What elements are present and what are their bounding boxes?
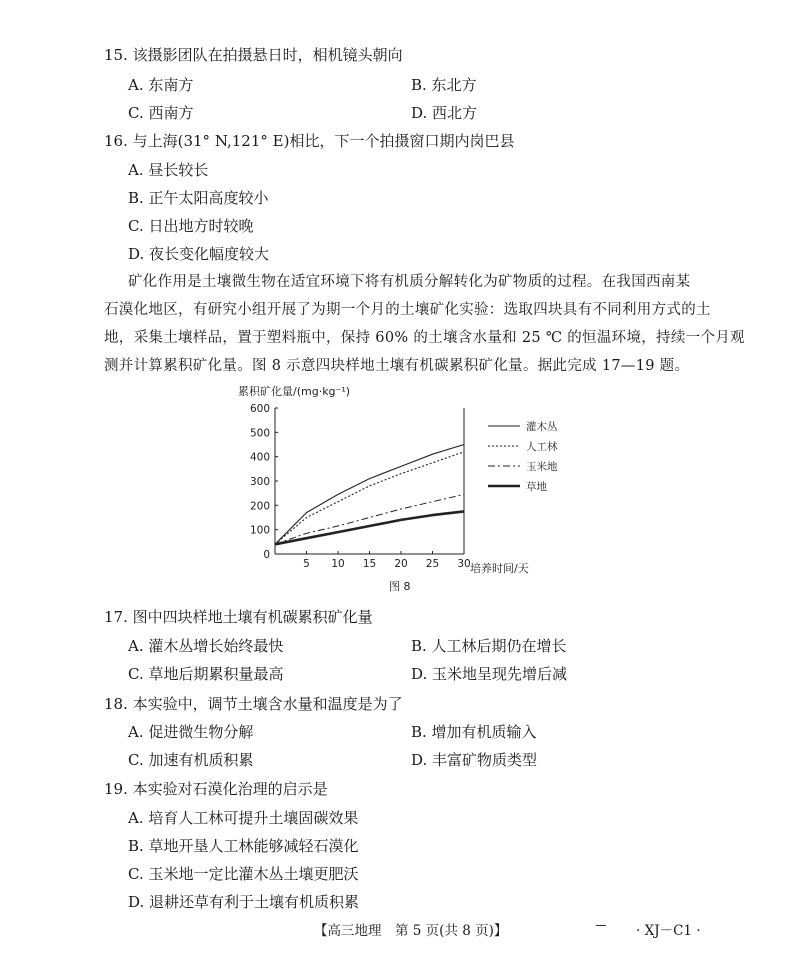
q15-option-c[interactable]: C. 西南方 (128, 104, 194, 122)
question-18-stem: 18. 本实验中，调节土壤含水量和温度是为了 (104, 695, 403, 713)
chart-legend (488, 420, 558, 493)
chart-legend-label-2: 人工林 (526, 441, 558, 453)
passage-line-4: 测并计算累积矿化量。图 8 示意四块样地土壤有机碳累积矿化量。据此完成 17—19 题。 (104, 358, 690, 374)
chart-ytick-label: 100 (249, 524, 270, 537)
chart-ytick-label: 600 (249, 403, 270, 415)
q15-option-a[interactable]: A. 东南方 (128, 76, 194, 94)
q16-option-c[interactable]: C. 日出地方时较晚 (128, 217, 254, 235)
chart-xtick-label: 15 (362, 558, 377, 570)
q19-option-a[interactable]: A. 培育人工林可提升土壤固碳效果 (128, 809, 359, 827)
q17-option-a[interactable]: A. 灌木丛增长始终最快 (128, 637, 284, 655)
figure-8-chart (230, 383, 570, 598)
chart-xtick-label: 25 (425, 558, 440, 570)
chart-xtick-label: 10 (331, 558, 345, 570)
chart-series-line-1 (275, 445, 464, 545)
chart-xtick-label: 5 (303, 558, 310, 570)
chart-legend-label-3: 玉米地 (526, 461, 558, 473)
question-15-stem: 15. 该摄影团队在拍摄悬日时，相机镜头朝向 (104, 46, 403, 64)
q15-option-d[interactable]: D. 西北方 (411, 104, 478, 122)
chart-legend-label-4: 草地 (526, 481, 547, 493)
chart-caption: 图 8 (389, 580, 411, 593)
question-16-stem: 16. 与上海(31° N,121° E)相比，下一个拍摄窗口期内岗巴县 (104, 132, 515, 150)
q18-option-a[interactable]: A. 促进微生物分解 (128, 723, 254, 741)
q16-option-a[interactable]: A. 昼长较长 (128, 161, 209, 179)
chart-xtick-label: 30 (457, 558, 471, 570)
q17-option-c[interactable]: C. 草地后期累积量最高 (128, 665, 284, 683)
chart-series-group (275, 445, 464, 545)
q16-option-d[interactable]: D. 夜长变化幅度较大 (128, 245, 270, 263)
q18-option-d[interactable]: D. 丰富矿物质类型 (411, 751, 538, 769)
passage-line-1: 矿化作用是土壤微生物在适宜环境下将有机质分解转化为矿物质的过程。在我国西南某 (128, 274, 691, 290)
chart-axes (250, 403, 471, 570)
chart-ytick-label: 200 (249, 500, 270, 513)
question-19-stem: 19. 本实验对石漠化治理的启示是 (104, 780, 328, 798)
q17-option-b[interactable]: B. 人工林后期仍在增长 (411, 637, 567, 655)
q15-option-b[interactable]: B. 东北方 (411, 76, 477, 94)
chart-ytick-label: 400 (249, 451, 270, 464)
chart-ytick-label: 300 (249, 476, 270, 488)
chart-ytick-label: 500 (249, 427, 270, 440)
footer-dash (596, 925, 606, 926)
footer-code: · XJ－C1 · (636, 923, 701, 939)
question-17-stem: 17. 图中四块样地土壤有机碳累积矿化量 (104, 608, 373, 626)
q16-option-b[interactable]: B. 正午太阳高度较小 (128, 189, 269, 207)
q17-option-d[interactable]: D. 玉米地呈现先增后减 (411, 665, 568, 683)
q19-option-d[interactable]: D. 退耕还草有利于土壤有机质积累 (128, 893, 360, 911)
q19-option-c[interactable]: C. 玉米地一定比灌木丛土壤更肥沃 (128, 865, 359, 883)
passage-line-2: 石漠化地区，有研究小组开展了为期一个月的土壤矿化实验：选取四块具有不同利用方式的土 (104, 302, 711, 318)
q19-option-b[interactable]: B. 草地开垦人工林能够减轻石漠化 (128, 837, 359, 855)
chart-ylabel: 累积矿化量/(mg·kg⁻¹) (238, 385, 351, 398)
q18-option-c[interactable]: C. 加速有机质积累 (128, 751, 254, 769)
chart-ytick-label: 0 (263, 549, 270, 561)
footer-page-info: 【高三地理 第 5 页(共 8 页)】 (314, 923, 508, 939)
chart-legend-label-1: 灌木丛 (526, 421, 558, 433)
chart-xtick-label: 20 (394, 558, 408, 570)
chart-xlabel: 培养时间/天 (470, 562, 529, 575)
chart-series-line-3 (275, 494, 464, 544)
q18-option-b[interactable]: B. 增加有机质输入 (411, 723, 537, 741)
chart-series-line-2 (275, 452, 464, 545)
passage-line-3: 地，采集土壤样品，置于塑料瓶中，保持 60% 的土壤含水量和 25 ℃ 的恒温环境，持续一个月观 (104, 330, 745, 346)
